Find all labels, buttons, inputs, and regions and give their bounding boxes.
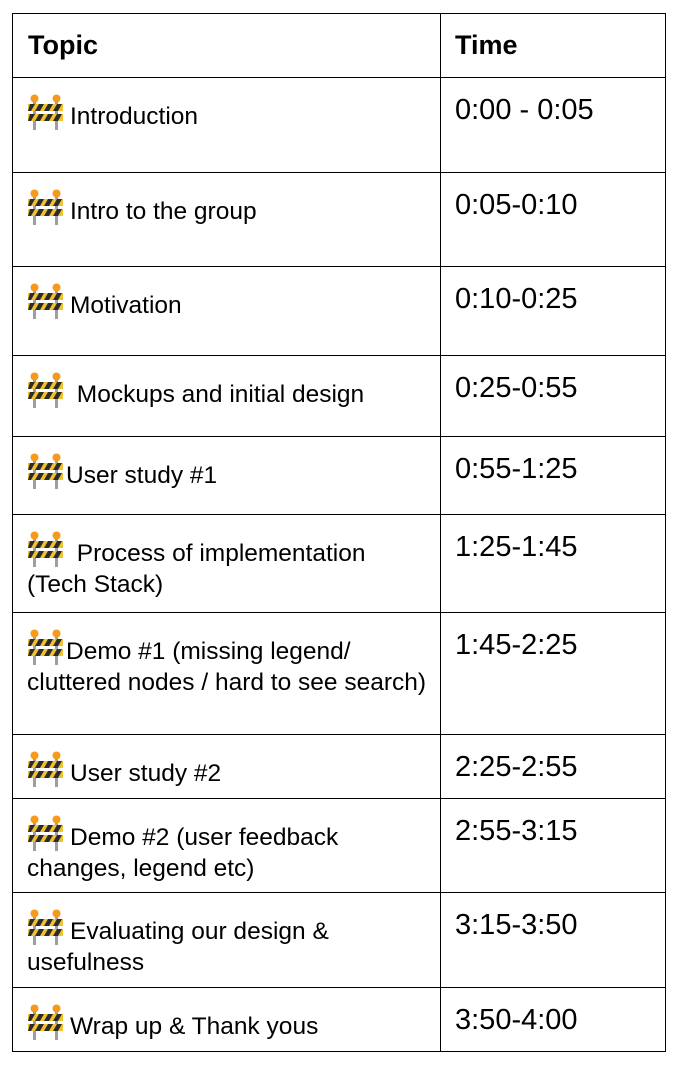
time-text: 0:25-0:55 xyxy=(455,372,578,404)
construction-barrier-icon xyxy=(27,629,64,665)
construction-barrier-icon xyxy=(27,909,64,945)
topic-text: Introduction xyxy=(70,103,199,130)
table-row xyxy=(13,799,666,893)
time-cell xyxy=(441,267,666,356)
time-text: 3:15-3:50 xyxy=(455,909,578,941)
topic-cell xyxy=(13,78,441,173)
topic-cell xyxy=(13,267,441,356)
construction-barrier-icon xyxy=(27,751,64,787)
time-text: 1:45-2:25 xyxy=(455,629,578,661)
construction-barrier-icon xyxy=(27,372,64,408)
table-row xyxy=(13,893,666,988)
time-cell xyxy=(441,893,666,988)
time-text: 1:25-1:45 xyxy=(455,531,578,563)
topic-text: Wrap up & Thank yous xyxy=(70,1013,319,1040)
topic-cell xyxy=(13,613,441,735)
topic-cell xyxy=(13,988,441,1052)
time-text: 0:00 - 0:05 xyxy=(455,94,594,126)
agenda-table xyxy=(12,13,666,1052)
time-text: 0:10-0:25 xyxy=(455,283,578,315)
table-row xyxy=(13,78,666,173)
topic-text: Intro to the group xyxy=(70,198,257,225)
time-cell xyxy=(441,515,666,613)
construction-barrier-icon xyxy=(27,94,64,130)
table-row xyxy=(13,988,666,1052)
topic-cell xyxy=(13,735,441,799)
table-row xyxy=(13,735,666,799)
construction-barrier-icon xyxy=(27,815,64,851)
construction-barrier-icon xyxy=(27,283,64,319)
table-row xyxy=(13,437,666,515)
time-cell xyxy=(441,799,666,893)
topic-cell xyxy=(13,173,441,267)
table-row xyxy=(13,267,666,356)
topic-cell xyxy=(13,799,441,893)
topic-cell xyxy=(13,893,441,988)
time-text: 0:05-0:10 xyxy=(455,189,578,221)
topic-cell xyxy=(13,356,441,437)
time-cell xyxy=(441,356,666,437)
topic-text: Process of implementation (Tech Stack) xyxy=(27,540,366,598)
time-text: 2:55-3:15 xyxy=(455,815,578,847)
topic-text: Demo #1 (missing legend/ cluttered nodes / hard to see search) xyxy=(27,638,427,696)
time-cell xyxy=(441,613,666,735)
table-row xyxy=(13,173,666,267)
construction-barrier-icon xyxy=(27,453,64,489)
time-text: 3:50-4:00 xyxy=(455,1004,578,1036)
time-cell xyxy=(441,988,666,1052)
time-text: 0:55-1:25 xyxy=(455,453,578,485)
construction-barrier-icon xyxy=(27,1004,64,1040)
table-row xyxy=(13,356,666,437)
topic-text: Mockups and initial design xyxy=(70,381,365,408)
time-cell xyxy=(441,735,666,799)
header-row xyxy=(13,14,666,78)
time-header: Time xyxy=(441,14,666,78)
time-text: 2:25-2:55 xyxy=(455,751,578,783)
topic-cell xyxy=(13,437,441,515)
time-cell xyxy=(441,78,666,173)
construction-barrier-icon xyxy=(27,189,64,225)
table-row xyxy=(13,515,666,613)
topic-text: User study #2 xyxy=(70,760,222,787)
construction-barrier-icon xyxy=(27,531,64,567)
topic-text: Demo #2 (user feedback changes, legend etc) xyxy=(27,824,339,882)
topic-cell xyxy=(13,515,441,613)
topic-text: User study #1 xyxy=(66,462,218,489)
time-cell xyxy=(441,173,666,267)
time-cell xyxy=(441,437,666,515)
topic-text: Evaluating our design & usefulness xyxy=(27,918,329,976)
table-row xyxy=(13,613,666,735)
topic-header: Topic xyxy=(13,14,441,78)
topic-text: Motivation xyxy=(70,292,182,319)
